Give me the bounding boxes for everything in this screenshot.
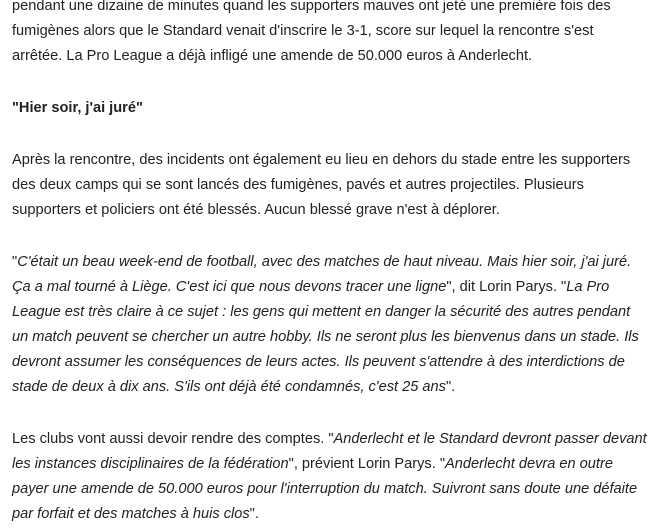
quote-text-1: C'était un beau week-end de football, avec des matches de haut niveau. Mais hier soir, j'ai juré. Ça a mal tourné à Liège. C'est ici que nous devons tracer une ligne [12, 254, 632, 295]
quote-text-2: La Pro League est très claire à ce sujet : les gens qui mettent en danger la sécurité des autres pendant un match peuvent se chercher un autre hobby. Ils ne seront plus les bienvenus dans un stade. Ils devront assumer les conséquences de leurs actes. Ils peuvent s'attendre à des interdictions de stade de deux à dix ans. S'ils ont déjà été condamnés, c'est 25 ans [12, 279, 639, 395]
clubs-quote-1: Anderlecht et le Standard devront passer devant les instances disciplinaires de la fédération [12, 431, 647, 472]
quote-attribution: ", dit Lorin Parys. " [446, 279, 567, 295]
quote-close-mark: ". [445, 379, 456, 395]
paragraph-intro: pendant une dizaine de minutes quand les supporters mauves ont jeté une première fois des fumigènes alors que le Standard venait d'inscrire le 3-1, score sur lequel la rencontre s'est arrêtée. La Pro League a déjà infligé une amende de 50.000 euros à Anderlecht. [12, 0, 611, 64]
quote-open-mark: " [12, 254, 18, 270]
clubs-attribution: ", prévient Lorin Parys. " [288, 456, 446, 472]
paragraph-quote-parys [12, 250, 647, 400]
paragraph-incidents: Après la rencontre, des incidents ont également eu lieu en dehors du stade entre les supporters des deux camps qui se sont lancés des fumigènes, pavés et autres projectiles. Plusieurs supporters et policiers ont été blessés. Aucun blessé grave n'est à déplorer. [12, 152, 631, 218]
paragraph-clubs [12, 427, 647, 527]
clubs-quote-2: Anderlecht devra en outre payer une amende de 50.000 euros pour l'interruption du match. Suivront sans doute une défaite par forfait et des matches à huis clos [12, 456, 638, 522]
section-heading: "Hier soir, j'ai juré" [12, 100, 143, 116]
clubs-lead-text: Les clubs vont aussi devoir rendre des comptes. " [12, 431, 334, 447]
clubs-close-mark: ". [249, 506, 259, 522]
